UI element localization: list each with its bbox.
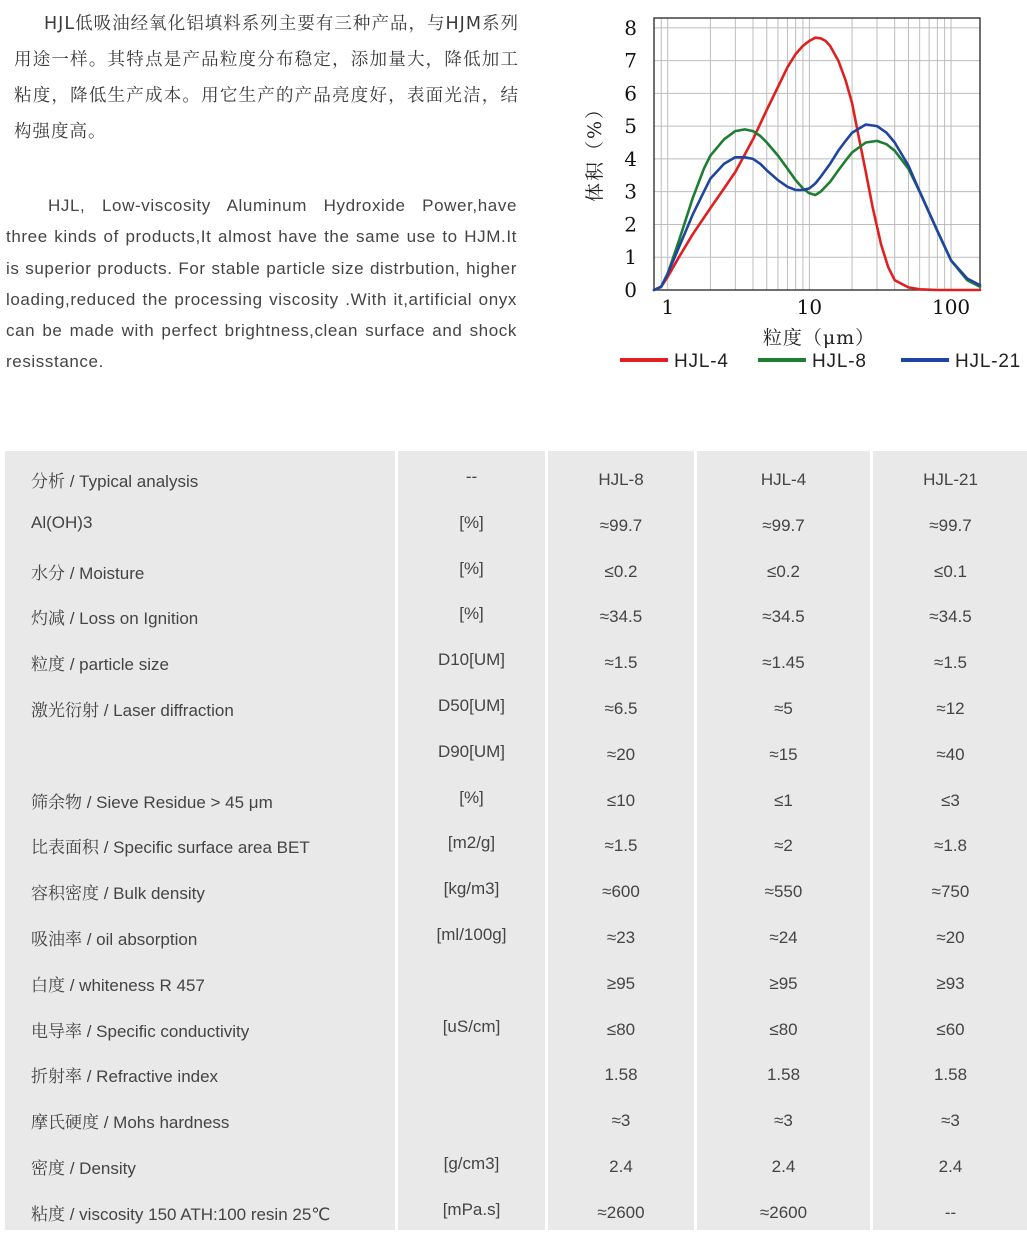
hjl-8-cell: 1.58: [548, 1046, 697, 1092]
x-axis-label: 粒度（μm）: [762, 327, 876, 349]
property-cell: 分析 / Typical analysis: [5, 451, 398, 497]
unit-cell: [uS/cm]: [398, 1001, 548, 1047]
property-cell: 比表面积 / Specific surface area BET: [5, 817, 398, 863]
table-row: [5, 909, 1027, 955]
hjl-21-cell: HJL-21: [873, 451, 1027, 497]
property-cell: 筛余物 / Sieve Residue > 45 μm: [5, 772, 398, 818]
series-line-hjl-4: [654, 38, 980, 290]
hjl-21-cell: ≈99.7: [873, 497, 1027, 543]
unit-cell: [g/cm3]: [398, 1138, 548, 1184]
hjl-21-cell: ≈20: [873, 909, 1027, 955]
hjl-8-cell: ≈3: [548, 1092, 697, 1138]
hjl-21-cell: ≈1.8: [873, 817, 1027, 863]
table-row: [5, 817, 1027, 863]
hjl-8-cell: ≈6.5: [548, 680, 697, 726]
unit-cell: D50[UM]: [398, 680, 548, 726]
hjl-4-cell: ≤80: [697, 1001, 873, 1047]
hjl-4-cell: ≈550: [697, 863, 873, 909]
hjl-21-cell: ≈3: [873, 1092, 1027, 1138]
hjl-21-cell: 2.4: [873, 1138, 1027, 1184]
property-cell: 摩氏硬度 / Mohs hardness: [5, 1092, 398, 1138]
hjl-4-cell: ≈24: [697, 909, 873, 955]
hjl-8-cell: ≤10: [548, 772, 697, 818]
hjl-8-cell: ≈1.5: [548, 817, 697, 863]
y-tick-label: 3: [624, 179, 637, 204]
hjl-4-cell: ≈2: [697, 817, 873, 863]
property-cell: [5, 726, 398, 772]
unit-cell: [%]: [398, 543, 548, 589]
unit-cell: [%]: [398, 772, 548, 818]
table-row: [5, 955, 1027, 1001]
table-row: [5, 497, 1027, 543]
hjl-21-cell: ≈12: [873, 680, 1027, 726]
y-tick-label: 8: [624, 15, 637, 40]
property-cell: 粘度 / viscosity 150 ATH:100 resin 25℃: [5, 1184, 398, 1230]
unit-cell: --: [398, 451, 548, 497]
hjl-21-cell: 1.58: [873, 1046, 1027, 1092]
hjl-8-cell: ≈23: [548, 909, 697, 955]
hjl-8-cell: ≈2600: [548, 1184, 697, 1230]
table-row: [5, 1092, 1027, 1138]
hjl-21-cell: --: [873, 1184, 1027, 1230]
table-body: [5, 451, 1027, 1230]
hjl-8-cell: ≤0.2: [548, 543, 697, 589]
hjl-21-cell: ≈1.5: [873, 634, 1027, 680]
table-row: [5, 1184, 1027, 1230]
table-row: [5, 1138, 1027, 1184]
hjl-8-cell: ≥95: [548, 955, 697, 1001]
table-row: [5, 451, 1027, 497]
legend-label-hjl-4: HJL-4: [674, 351, 729, 372]
intro-chinese-text: HJL低吸油经氧化铝填料系列主要有三种产品，与HJM系列用途一样。其特点是产品粒度分布稳定，添加量大，降低加工粘度，降低生产成本。用它生产的产品亮度好，表面光洁，结构强度高。: [14, 14, 519, 142]
table-row: [5, 1001, 1027, 1047]
hjl-4-cell: ≈1.45: [697, 634, 873, 680]
table-row: [5, 772, 1027, 818]
series-line-hjl-8: [654, 129, 980, 290]
hjl-4-cell: 2.4: [697, 1138, 873, 1184]
y-tick-label: 1: [624, 245, 637, 270]
hjl-21-cell: ≥93: [873, 955, 1027, 1001]
table-row: [5, 588, 1027, 634]
property-cell: 容积密度 / Bulk density: [5, 863, 398, 909]
hjl-4-cell: ≈3: [697, 1092, 873, 1138]
unit-cell: [m2/g]: [398, 817, 548, 863]
y-tick-label: 5: [624, 114, 637, 139]
table-row: [5, 726, 1027, 772]
hjl-8-cell: ≈1.5: [548, 634, 697, 680]
hjl-21-cell: ≈34.5: [873, 588, 1027, 634]
plot-frame: [654, 18, 980, 290]
hjl-8-cell: ≤80: [548, 1001, 697, 1047]
hjl-8-cell: ≈99.7: [548, 497, 697, 543]
property-cell: 白度 / whiteness R 457: [5, 955, 398, 1001]
unit-cell: [398, 1046, 548, 1092]
property-cell: 吸油率 / oil absorption: [5, 909, 398, 955]
unit-cell: [%]: [398, 588, 548, 634]
intro-english-text: HJL, Low-viscosity Aluminum Hydroxide Power,have three kinds of products,It almost have the same use to HJM.It is superior products. For stable particle size distrbution, higher loading,reduced the processing viscosity .With it,artificial onyx can be made with perfect brightness,clean surface and shock resisstance.: [6, 196, 517, 372]
hjl-21-cell: ≤60: [873, 1001, 1027, 1047]
unit-cell: [kg/m3]: [398, 863, 548, 909]
hjl-4-cell: ≈2600: [697, 1184, 873, 1230]
legend-label-hjl-21: HJL-21: [955, 351, 1022, 372]
unit-cell: [ml/100g]: [398, 909, 548, 955]
particle-size-distribution-chart: [575, 10, 1027, 382]
y-tick-label: 7: [624, 48, 637, 73]
grid-lines: [654, 18, 980, 290]
hjl-21-cell: ≈750: [873, 863, 1027, 909]
y-tick-label: 6: [624, 81, 637, 106]
hjl-8-cell: ≈600: [548, 863, 697, 909]
hjl-4-cell: ≈34.5: [697, 588, 873, 634]
unit-cell: [mPa.s]: [398, 1184, 548, 1230]
property-cell: 粒度 / particle size: [5, 634, 398, 680]
property-cell: 水分 / Moisture: [5, 543, 398, 589]
hjl-8-cell: 2.4: [548, 1138, 697, 1184]
table-row: [5, 1046, 1027, 1092]
hjl-4-cell: ≤1: [697, 772, 873, 818]
unit-cell: D10[UM]: [398, 634, 548, 680]
hjl-21-cell: ≤0.1: [873, 543, 1027, 589]
y-axis-label: 体积（%）: [584, 97, 606, 203]
hjl-4-cell: HJL-4: [697, 451, 873, 497]
property-cell: 密度 / Density: [5, 1138, 398, 1184]
x-tick-label: 1: [661, 295, 675, 319]
y-tick-label: 2: [624, 212, 637, 237]
hjl-4-cell: ≈5: [697, 680, 873, 726]
property-cell: 灼减 / Loss on Ignition: [5, 588, 398, 634]
property-cell: 激光衍射 / Laser diffraction: [5, 680, 398, 726]
y-tick-label: 0: [624, 278, 637, 302]
hjl-4-cell: ≥95: [697, 955, 873, 1001]
table-row: [5, 634, 1027, 680]
hjl-21-cell: ≈40: [873, 726, 1027, 772]
legend-label-hjl-8: HJL-8: [812, 351, 867, 372]
x-tick-label: 10: [796, 295, 823, 319]
hjl-21-cell: ≤3: [873, 772, 1027, 818]
unit-cell: [398, 955, 548, 1001]
unit-cell: [398, 1092, 548, 1138]
x-tick-label: 100: [931, 295, 971, 319]
table-row: [5, 680, 1027, 726]
hjl-8-cell: ≈34.5: [548, 588, 697, 634]
hjl-8-cell: HJL-8: [548, 451, 697, 497]
hjl-4-cell: ≈99.7: [697, 497, 873, 543]
hjl-4-cell: ≈15: [697, 726, 873, 772]
property-cell: Al(OH)3: [5, 497, 398, 543]
table-row: [5, 543, 1027, 589]
table-row: [5, 863, 1027, 909]
unit-cell: [%]: [398, 497, 548, 543]
unit-cell: D90[UM]: [398, 726, 548, 772]
y-tick-label: 4: [624, 146, 637, 171]
hjl-8-cell: ≈20: [548, 726, 697, 772]
property-cell: 折射率 / Refractive index: [5, 1046, 398, 1092]
hjl-4-cell: 1.58: [697, 1046, 873, 1092]
typical-analysis-table: [5, 451, 1027, 1230]
series-line-hjl-21: [654, 125, 980, 291]
property-cell: 电导率 / Specific conductivity: [5, 1001, 398, 1047]
hjl-4-cell: ≤0.2: [697, 543, 873, 589]
